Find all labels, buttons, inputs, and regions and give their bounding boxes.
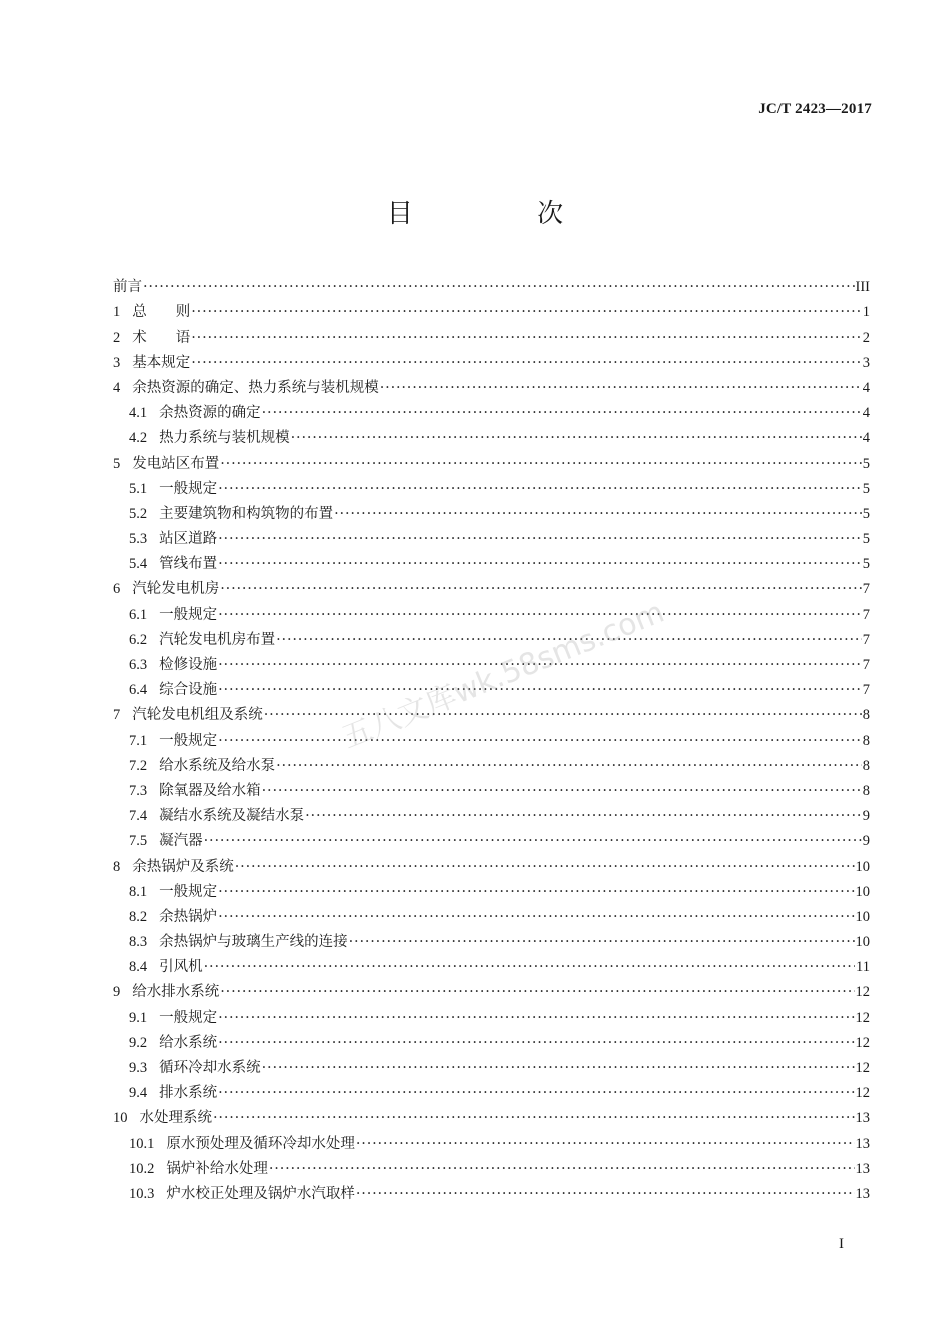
toc-entry[interactable] bbox=[113, 724, 870, 749]
toc-leader-dots bbox=[218, 530, 862, 548]
toc-entry-number: 8.4 bbox=[129, 959, 148, 976]
toc-leader-dots bbox=[349, 933, 855, 951]
toc-leader-dots bbox=[262, 1059, 855, 1077]
toc-leader-dots bbox=[218, 883, 854, 901]
toc-entry-page: 9 bbox=[862, 833, 870, 850]
toc-entry[interactable] bbox=[113, 473, 870, 498]
toc-entry[interactable] bbox=[113, 296, 870, 321]
standard-code: JC/T 2423—2017 bbox=[758, 101, 872, 117]
toc-entry-label: 循环冷却水系统 bbox=[159, 1060, 261, 1076]
toc-leader-dots bbox=[276, 631, 862, 649]
toc-leader-dots bbox=[220, 983, 854, 1001]
toc-entry-number: 9.4 bbox=[129, 1085, 148, 1102]
toc-entry-number: 8.3 bbox=[129, 934, 148, 951]
toc-entry[interactable] bbox=[113, 624, 870, 649]
toc-entry-number: 4.2 bbox=[129, 430, 148, 447]
toc-entry[interactable] bbox=[113, 347, 870, 372]
toc-entry[interactable] bbox=[113, 699, 870, 724]
toc-leader-dots bbox=[356, 1185, 855, 1203]
toc-entry-label: 一般规定 bbox=[159, 480, 218, 497]
toc-leader-dots bbox=[305, 807, 862, 825]
toc-entry-label: 余热资源的确定、热力系统与装机规模 bbox=[132, 379, 379, 396]
toc-leader-dots bbox=[220, 580, 862, 598]
toc-entry-page: 7 bbox=[862, 581, 870, 598]
toc-entry-page: 5 bbox=[862, 505, 870, 522]
page-number: I bbox=[839, 1236, 844, 1252]
toc-entry[interactable] bbox=[113, 901, 870, 926]
toc-entry-label: 给水系统 bbox=[159, 1034, 218, 1051]
toc-entry-page: 10 bbox=[855, 934, 870, 951]
toc-entry-label: 一般规定 bbox=[159, 732, 218, 749]
toc-entry[interactable] bbox=[113, 598, 870, 623]
toc-entry-page: 2 bbox=[862, 329, 870, 346]
toc-entry[interactable] bbox=[113, 447, 870, 472]
toc-entry-page: 10 bbox=[855, 883, 870, 900]
toc-entry-label: 总 则 bbox=[132, 304, 191, 321]
toc-entry-page: 5 bbox=[862, 480, 870, 497]
toc-entry-label: 除氧器及给水箱 bbox=[159, 782, 261, 799]
toc-entry-page: III bbox=[855, 279, 870, 296]
toc-entry[interactable] bbox=[113, 1077, 870, 1102]
toc-entry-number: 9.1 bbox=[129, 1009, 148, 1026]
toc-entry-label: 热力系统与装机规模 bbox=[159, 430, 290, 447]
toc-entry-page: 12 bbox=[855, 1085, 870, 1102]
toc-entry-label: 检修设施 bbox=[159, 657, 218, 673]
toc-entry-page: 13 bbox=[855, 1110, 870, 1127]
toc-leader-dots bbox=[218, 1084, 854, 1102]
toc-entry[interactable] bbox=[113, 1178, 870, 1203]
toc-entry-number: 7.1 bbox=[129, 732, 148, 749]
toc-entry-number: 4.1 bbox=[129, 405, 148, 422]
toc-entry-label: 管线布置 bbox=[159, 556, 218, 573]
toc-entry-label: 原水预处理及循环冷却水处理 bbox=[166, 1135, 355, 1152]
table-of-contents bbox=[113, 271, 870, 1203]
toc-entry-label: 前言 bbox=[113, 279, 142, 296]
toc-entry-label: 汽轮发电机房布置 bbox=[159, 631, 276, 648]
toc-leader-dots bbox=[218, 555, 862, 573]
toc-entry-label: 站区道路 bbox=[159, 531, 218, 548]
toc-entry-page: 7 bbox=[862, 657, 870, 673]
toc-entry-number: 7.2 bbox=[129, 757, 148, 774]
toc-entry[interactable] bbox=[113, 1052, 870, 1077]
toc-entry-number: 6.3 bbox=[129, 657, 148, 673]
toc-entry-number: 10 bbox=[113, 1110, 128, 1127]
toc-entry-number: 1 bbox=[113, 304, 121, 321]
toc-entry-page: 9 bbox=[862, 808, 870, 825]
toc-entry-page: 5 bbox=[862, 455, 870, 472]
toc-leader-dots bbox=[235, 858, 855, 876]
toc-entry[interactable] bbox=[113, 800, 870, 825]
toc-entry-page: 5 bbox=[862, 531, 870, 548]
toc-leader-dots bbox=[191, 329, 862, 347]
toc-leader-dots bbox=[218, 1009, 854, 1027]
toc-entry[interactable] bbox=[113, 271, 870, 296]
toc-entry-number: 4 bbox=[113, 379, 121, 396]
toc-entry-number: 7.4 bbox=[129, 808, 148, 825]
toc-entry-number: 7.3 bbox=[129, 782, 148, 799]
toc-entry-number: 10.3 bbox=[129, 1185, 155, 1202]
toc-entry-page: 4 bbox=[862, 430, 870, 447]
toc-entry-number: 2 bbox=[113, 329, 121, 346]
toc-entry[interactable] bbox=[113, 1153, 870, 1178]
toc-entry-label: 一般规定 bbox=[159, 1009, 218, 1026]
toc-entry-page: 12 bbox=[855, 1009, 870, 1026]
toc-entry-number: 9.2 bbox=[129, 1034, 148, 1051]
toc-entry-page: 12 bbox=[855, 1060, 870, 1076]
page-title: 目 次 bbox=[386, 199, 622, 229]
toc-entry[interactable] bbox=[113, 397, 870, 422]
toc-entry-label: 术 语 bbox=[132, 329, 191, 346]
toc-entry-page: 7 bbox=[862, 682, 870, 699]
toc-entry-label: 排水系统 bbox=[159, 1085, 218, 1102]
toc-entry[interactable] bbox=[113, 1027, 870, 1052]
toc-entry[interactable] bbox=[113, 825, 870, 850]
toc-leader-dots bbox=[291, 429, 862, 447]
toc-entry-label: 基本规定 bbox=[132, 354, 191, 371]
toc-entry[interactable] bbox=[113, 1001, 870, 1026]
toc-leader-dots bbox=[262, 404, 862, 422]
toc-entry[interactable] bbox=[113, 548, 870, 573]
toc-entry-label: 给水排水系统 bbox=[132, 984, 220, 1001]
toc-entry-page: 13 bbox=[855, 1135, 870, 1152]
toc-entry-page: 3 bbox=[862, 354, 870, 371]
toc-leader-dots bbox=[218, 606, 862, 624]
toc-entry-page: 12 bbox=[855, 984, 870, 1001]
toc-entry-label: 余热资源的确定 bbox=[159, 405, 261, 422]
toc-entry-number: 9 bbox=[113, 984, 121, 1001]
toc-entry-label: 引风机 bbox=[159, 959, 203, 976]
toc-entry-label: 一般规定 bbox=[159, 606, 218, 623]
toc-entry-page: 10 bbox=[855, 858, 870, 875]
toc-entry-page: 11 bbox=[856, 959, 870, 976]
toc-leader-dots bbox=[204, 958, 855, 976]
toc-entry-page: 5 bbox=[862, 556, 870, 573]
toc-entry-label: 汽轮发电机组及系统 bbox=[132, 707, 263, 724]
toc-entry-page: 4 bbox=[862, 379, 870, 396]
toc-leader-dots bbox=[191, 354, 862, 372]
toc-leader-dots bbox=[143, 278, 855, 296]
toc-entry[interactable] bbox=[113, 523, 870, 548]
toc-entry-number: 5.2 bbox=[129, 505, 148, 522]
toc-entry-number: 7 bbox=[113, 707, 121, 724]
toc-entry-number: 6.2 bbox=[129, 631, 148, 648]
toc-entry[interactable] bbox=[113, 775, 870, 800]
toc-entry-page: 7 bbox=[862, 631, 870, 648]
toc-entry[interactable] bbox=[113, 422, 870, 447]
toc-entry[interactable] bbox=[113, 926, 870, 951]
toc-entry-number: 8.2 bbox=[129, 908, 148, 925]
toc-entry-label: 余热锅炉及系统 bbox=[132, 858, 234, 875]
toc-leader-dots bbox=[218, 908, 854, 926]
toc-entry-page: 7 bbox=[862, 606, 870, 623]
toc-leader-dots bbox=[334, 505, 862, 523]
toc-leader-dots bbox=[204, 832, 862, 850]
toc-entry-label: 炉水校正处理及锅炉水汽取样 bbox=[166, 1185, 355, 1202]
toc-entry-number: 10.2 bbox=[129, 1160, 155, 1177]
toc-entry[interactable] bbox=[113, 674, 870, 699]
toc-leader-dots bbox=[262, 782, 862, 800]
toc-entry-number: 6.4 bbox=[129, 682, 148, 699]
toc-entry-number: 9.3 bbox=[129, 1060, 148, 1076]
toc-entry-page: 13 bbox=[855, 1160, 870, 1177]
toc-leader-dots bbox=[269, 1160, 855, 1178]
toc-entry[interactable] bbox=[113, 498, 870, 523]
toc-entry[interactable] bbox=[113, 1127, 870, 1152]
watermark: 五八文库wk.58sms.com bbox=[337, 594, 670, 756]
toc-leader-dots bbox=[356, 1135, 855, 1153]
toc-entry-page: 1 bbox=[862, 304, 870, 321]
toc-entry-page: 4 bbox=[862, 405, 870, 422]
toc-entry-number: 5 bbox=[113, 455, 121, 472]
toc-entry-label: 汽轮发电机房 bbox=[132, 581, 220, 598]
toc-entry-number: 5.3 bbox=[129, 531, 148, 548]
toc-leader-dots bbox=[213, 1109, 855, 1127]
toc-entry-number: 6 bbox=[113, 581, 121, 598]
toc-entry-number: 10.1 bbox=[129, 1135, 155, 1152]
toc-leader-dots bbox=[276, 757, 862, 775]
toc-entry-page: 13 bbox=[855, 1185, 870, 1202]
toc-leader-dots bbox=[220, 455, 862, 473]
toc-entry-number: 5.4 bbox=[129, 556, 148, 573]
toc-leader-dots bbox=[218, 480, 862, 498]
toc-entry-label: 凝汽器 bbox=[159, 833, 203, 850]
toc-entry[interactable] bbox=[113, 850, 870, 875]
toc-entry-page: 8 bbox=[862, 757, 870, 774]
toc-entry-label: 余热锅炉与玻璃生产线的连接 bbox=[159, 934, 348, 951]
toc-entry-label: 综合设施 bbox=[159, 682, 218, 699]
toc-entry-label: 水处理系统 bbox=[139, 1110, 212, 1127]
toc-entry-page: 8 bbox=[862, 732, 870, 749]
toc-entry-number: 8 bbox=[113, 858, 121, 875]
toc-entry[interactable] bbox=[113, 573, 870, 598]
toc-leader-dots bbox=[218, 732, 862, 750]
toc-entry-number: 6.1 bbox=[129, 606, 148, 623]
toc-entry-page: 8 bbox=[862, 707, 870, 724]
toc-entry-number: 8.1 bbox=[129, 883, 148, 900]
toc-entry-number: 3 bbox=[113, 354, 121, 371]
toc-entry-label: 发电站区布置 bbox=[132, 455, 220, 472]
toc-entry[interactable] bbox=[113, 750, 870, 775]
toc-leader-dots bbox=[218, 681, 862, 699]
toc-entry[interactable] bbox=[113, 976, 870, 1001]
toc-entry-label: 凝结水系统及凝结水泵 bbox=[159, 808, 305, 825]
toc-entry[interactable] bbox=[113, 1102, 870, 1127]
toc-entry-label: 主要建筑物和构筑物的布置 bbox=[159, 505, 334, 522]
toc-entry-page: 10 bbox=[855, 908, 870, 925]
toc-leader-dots bbox=[218, 656, 862, 674]
toc-entry-label: 锅炉补给水处理 bbox=[166, 1160, 268, 1177]
toc-leader-dots bbox=[264, 706, 862, 724]
toc-entry-page: 12 bbox=[855, 1034, 870, 1051]
toc-entry[interactable] bbox=[113, 649, 870, 674]
toc-entry-number: 5.1 bbox=[129, 480, 148, 497]
toc-entry-label: 余热锅炉 bbox=[159, 908, 218, 925]
toc-leader-dots bbox=[218, 1034, 854, 1052]
toc-entry[interactable] bbox=[113, 951, 870, 976]
toc-entry[interactable] bbox=[113, 876, 870, 901]
toc-entry-number: 7.5 bbox=[129, 833, 148, 850]
toc-entry-page: 8 bbox=[862, 782, 870, 799]
toc-entry[interactable] bbox=[113, 372, 870, 397]
toc-entry[interactable] bbox=[113, 321, 870, 346]
toc-leader-dots bbox=[191, 303, 862, 321]
toc-leader-dots bbox=[380, 379, 862, 397]
toc-entry-label: 一般规定 bbox=[159, 883, 218, 900]
toc-entry-label: 给水系统及给水泵 bbox=[159, 757, 276, 774]
